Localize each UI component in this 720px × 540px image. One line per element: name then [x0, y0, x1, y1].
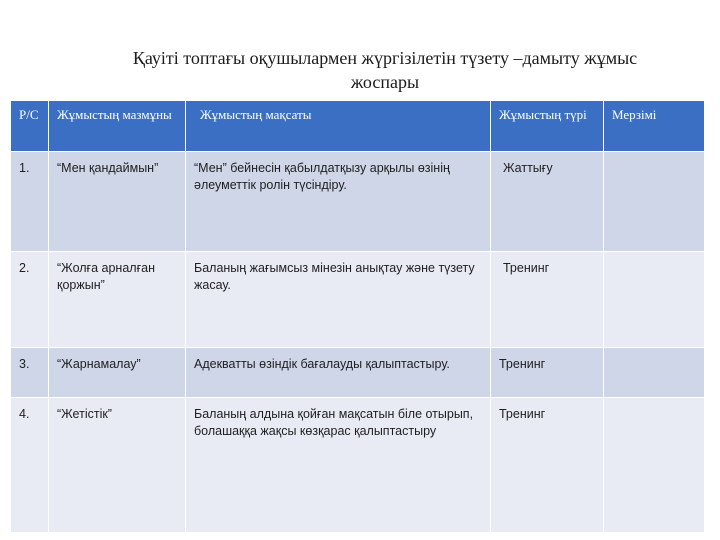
cell-deadline	[604, 252, 705, 348]
table-row	[11, 398, 705, 533]
cell-deadline	[604, 348, 705, 398]
cell-goal: Баланың алдына қойған мақсатын біле отырып, болашаққа жақсы көзқарас қалыптастыру	[186, 398, 491, 533]
cell-deadline	[604, 398, 705, 533]
cell-type: Жаттығу	[491, 152, 604, 252]
cell-type: Тренинг	[491, 252, 604, 348]
header-content: Жұмыстың мазмұны	[49, 101, 186, 152]
cell-number: 2.	[11, 252, 49, 348]
cell-goal: “Мен” бейнесін қабылдатқызу арқылы өзінің әлеуметтік ролін түсіндіру.	[186, 152, 491, 252]
page-title	[40, 46, 720, 94]
cell-content: “Жарнамалау”	[49, 348, 186, 398]
cell-type: Тренинг	[491, 348, 604, 398]
header-type: Жұмыстың түрі	[491, 101, 604, 152]
cell-goal: Баланың жағымсыз мінезін анықтау және түзету жасау.	[186, 252, 491, 348]
cell-number: 3.	[11, 348, 49, 398]
cell-number: 1.	[11, 152, 49, 252]
cell-goal: Адекватты өзіндік бағалауды қалыптастыру.	[186, 348, 491, 398]
cell-number: 4.	[11, 398, 49, 533]
cell-type: Тренинг	[491, 398, 604, 533]
table-row	[11, 152, 705, 252]
cell-deadline	[604, 152, 705, 252]
cell-content: “Жетістік”	[49, 398, 186, 533]
cell-content: “Мен қандаймын”	[49, 152, 186, 252]
plan-table	[10, 100, 705, 533]
header-deadline: Мерзімі	[604, 101, 705, 152]
table-row	[11, 348, 705, 398]
header-goal: Жұмыстың мақсаты	[186, 101, 491, 152]
table-row	[11, 252, 705, 348]
title-line-2: жоспары	[350, 72, 420, 92]
cell-content: “Жолға арналған қоржын”	[49, 252, 186, 348]
title-line-1: Қауіті топтағы оқушылармен жүргізілетін түзету –дамыту жұмыс	[132, 48, 638, 68]
table-header-row	[11, 101, 705, 152]
header-number: Р/С	[11, 101, 49, 152]
